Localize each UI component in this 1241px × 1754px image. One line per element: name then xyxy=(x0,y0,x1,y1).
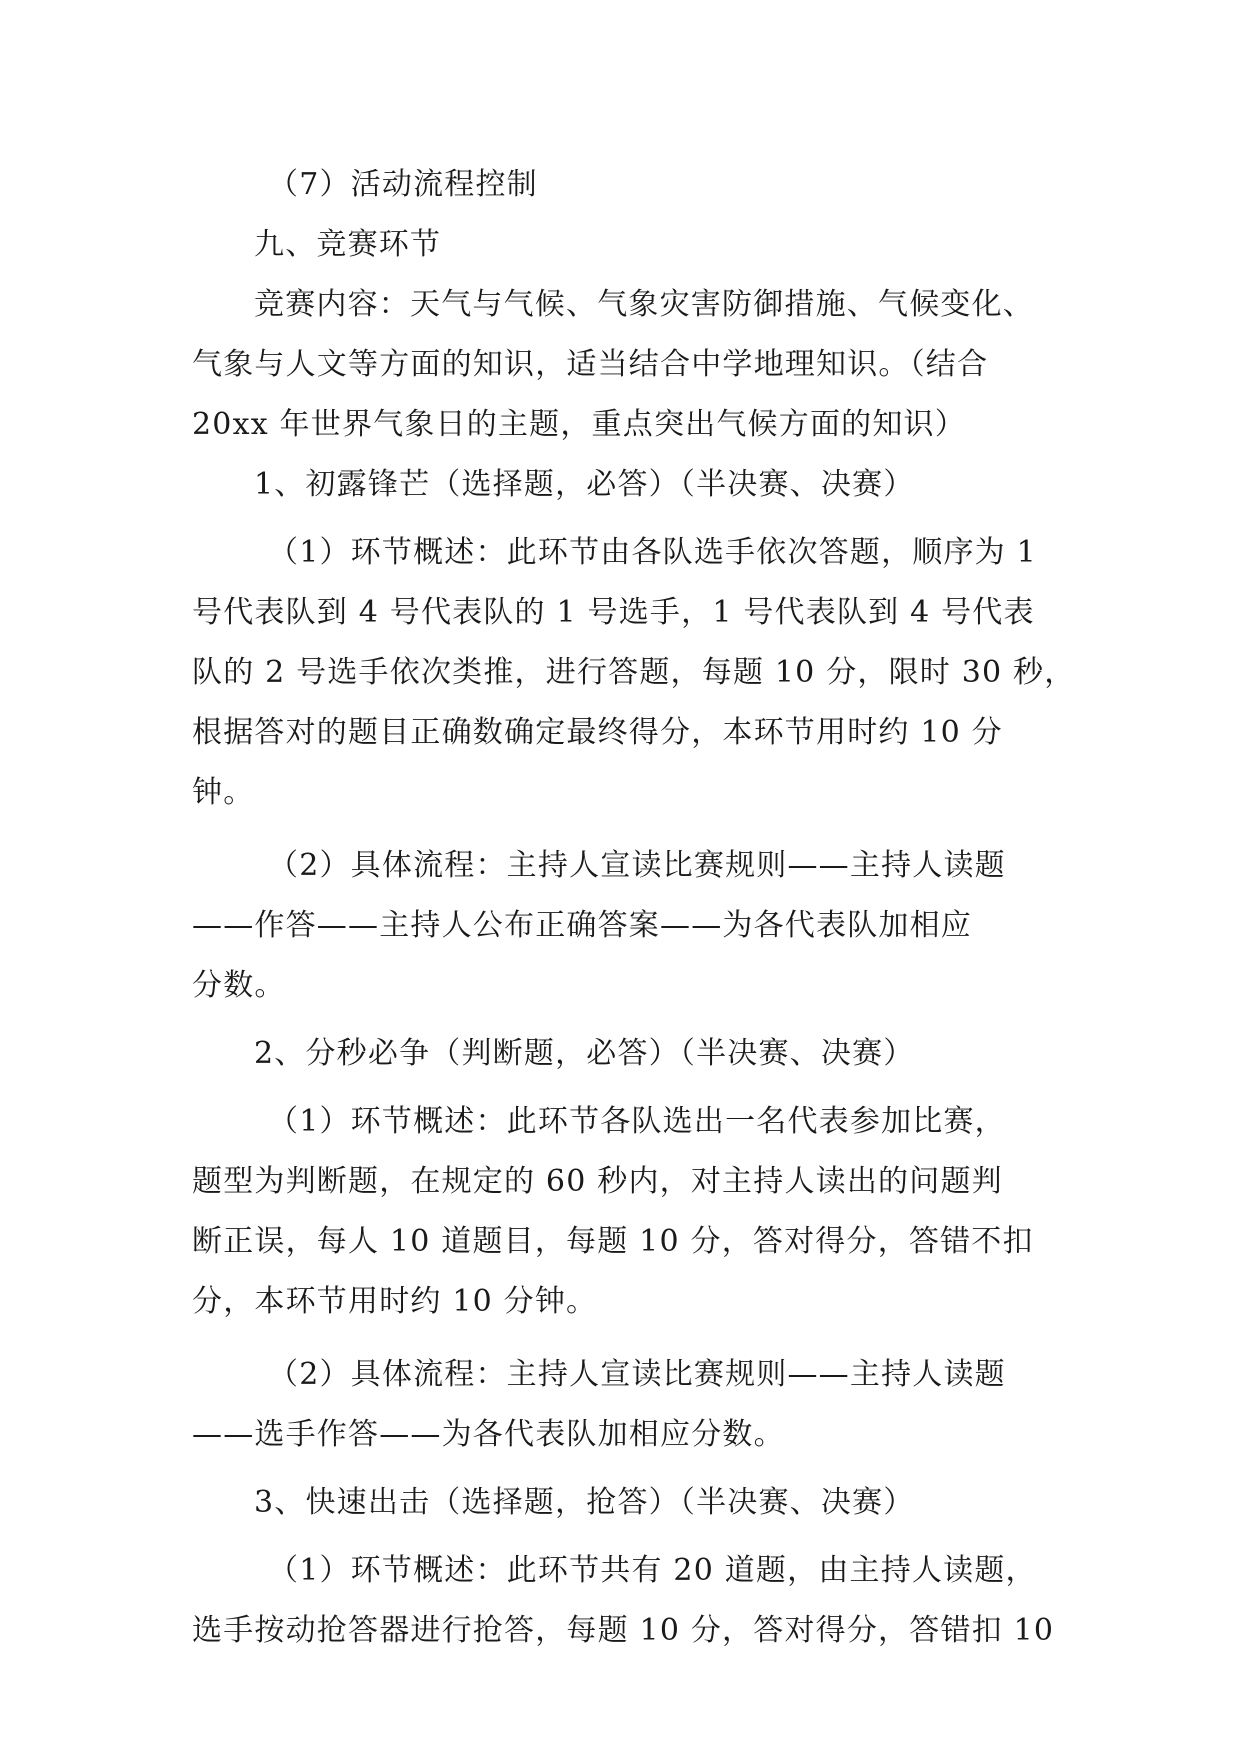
paragraph-line: 队的 2 号选手依次类推，进行答题，每题 10 分，限时 30 秒， xyxy=(192,655,1076,690)
subsection-heading: 2、分秒必争（判断题，必答）（半决赛、决赛） xyxy=(254,1036,915,1071)
paragraph-line: （1）环节概述：此环节共有 20 道题，由主持人读题， xyxy=(268,1553,1037,1588)
paragraph-line: 20xx 年世界气象日的主题，重点突出气候方面的知识） xyxy=(192,407,966,442)
paragraph-line: 分数。 xyxy=(192,968,286,1003)
paragraph-line: （2）具体流程：主持人宣读比赛规则——主持人读题 xyxy=(268,848,1006,883)
paragraph-line: ——选手作答——为各代表队加相应分数。 xyxy=(192,1417,785,1452)
paragraph-line: 题型为判断题，在规定的 60 秒内，对主持人读出的问题判 xyxy=(192,1164,1003,1199)
paragraph-line: ——作答——主持人公布正确答案——为各代表队加相应 xyxy=(192,908,972,943)
paragraph-line: （2）具体流程：主持人宣读比赛规则——主持人读题 xyxy=(268,1357,1006,1392)
paragraph-line: 断正误，每人 10 道题目，每题 10 分，答对得分，答错不扣 xyxy=(192,1224,1034,1259)
paragraph-line: （1）环节概述：此环节由各队选手依次答题，顺序为 1 xyxy=(268,535,1037,570)
section-heading: 九、竞赛环节 xyxy=(254,227,442,262)
paragraph-line: （7）活动流程控制 xyxy=(268,167,538,202)
paragraph-line: 号代表队到 4 号代表队的 1 号选手，1 号代表队到 4 号代表 xyxy=(192,595,1035,630)
subsection-heading: 1、初露锋芒（选择题，必答）（半决赛、决赛） xyxy=(254,467,915,502)
paragraph-line: 根据答对的题目正确数确定最终得分，本环节用时约 10 分 xyxy=(192,715,1003,750)
paragraph-line: 选手按动抢答器进行抢答，每题 10 分，答对得分，答错扣 10 xyxy=(192,1613,1055,1648)
paragraph-line: 竞赛内容：天气与气候、气象灾害防御措施、气候变化、 xyxy=(254,287,1034,322)
document-page xyxy=(192,155,1076,1661)
paragraph-line: 分，本环节用时约 10 分钟。 xyxy=(192,1284,598,1319)
paragraph-line: 钟。 xyxy=(192,775,255,810)
subsection-heading: 3、快速出击（选择题，抢答）（半决赛、决赛） xyxy=(254,1485,915,1520)
paragraph-line: （1）环节概述：此环节各队选出一名代表参加比赛， xyxy=(268,1104,1006,1139)
paragraph-line: 气象与人文等方面的知识，适当结合中学地理知识。（结合 xyxy=(192,347,989,382)
